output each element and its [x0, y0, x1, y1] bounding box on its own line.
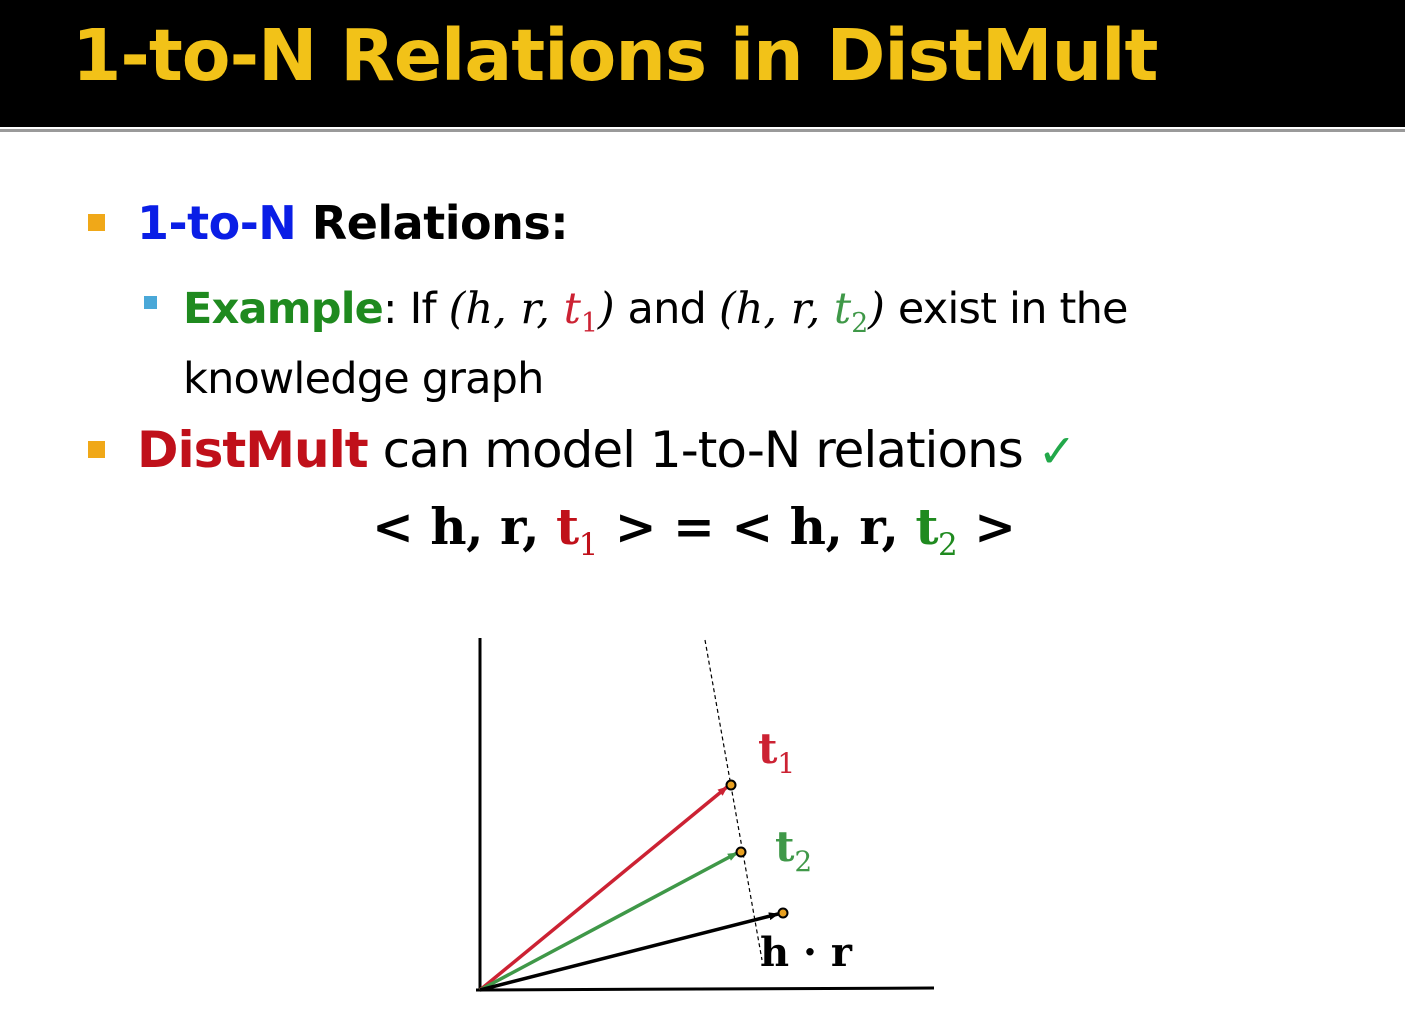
eq-t1-sub: 1 — [578, 526, 598, 563]
example-and: and — [614, 284, 719, 334]
point-t2 — [737, 848, 746, 857]
bullet-relations-text: Relations: — [296, 196, 569, 250]
eq-right: > — [957, 497, 1016, 556]
example-line-2: knowledge graph — [183, 354, 544, 404]
label-h-dot-r: h · r — [760, 929, 852, 976]
label-t2: $t_2$ — [775, 822, 813, 878]
eq-t1: t — [556, 497, 579, 556]
eq-left: < h, r, — [372, 497, 556, 556]
distmult-highlight: DistMult — [137, 421, 368, 479]
point-t1 — [727, 781, 736, 790]
eq-t2: t — [915, 497, 938, 556]
point-h-dot-r — [779, 909, 788, 918]
example-label: Example — [183, 284, 384, 334]
example-tail: exist in the — [884, 284, 1128, 334]
example-if: : If — [383, 284, 449, 334]
distmult-text: can model 1-to-N relations — [367, 421, 1038, 479]
triple-2: (h, r, $t_2$) — [718, 284, 885, 340]
slide-title: 1-to-N Relations in DistMult — [72, 14, 1158, 97]
eq-mid: > = < h, r, — [597, 497, 916, 556]
label-t1: $t_1$ — [758, 724, 796, 780]
eq-t2-sub: 2 — [937, 526, 958, 563]
vector-t2 — [480, 853, 737, 990]
x-axis — [476, 988, 934, 990]
checkmark-icon: ✓ — [1037, 424, 1076, 478]
triple-1: (h, r, $t_1$) — [448, 284, 615, 340]
bullet-highlight-1-to-n: 1-to-N — [137, 196, 297, 250]
